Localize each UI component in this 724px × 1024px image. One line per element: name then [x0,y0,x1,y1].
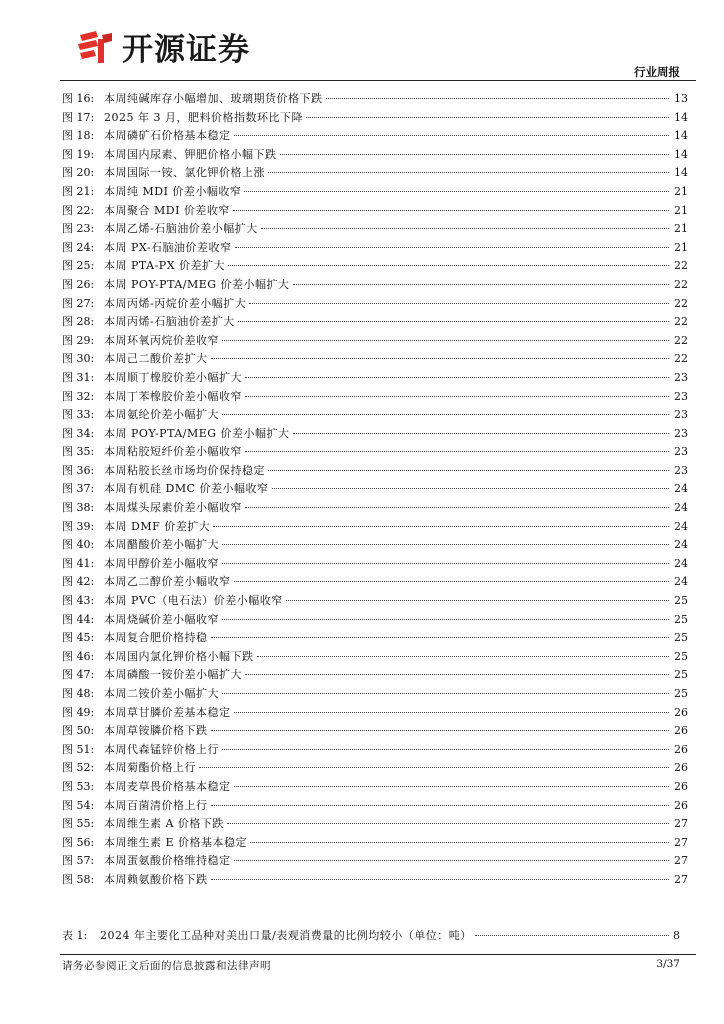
figure-list [62,90,688,890]
figure-toc-entry-page: 24 [674,501,688,515]
figure-toc-entry[interactable] [62,350,688,369]
figure-toc-entry-title: 本周蛋氨酸价格维持稳定 [104,854,231,868]
figure-toc-entry-title: 本周氨纶价差小幅扩大 [104,408,219,422]
figure-toc-entry-title: 本周国内尿素、钾肥价格小幅下跌 [104,147,277,161]
figure-toc-entry[interactable] [62,220,688,239]
figure-toc-entry-label: 图 42: [62,575,95,589]
figure-toc-entry-title: 本周乙烯-石脑油价差小幅扩大 [104,222,258,236]
figure-toc-entry-title: 本周煤头尿素价差小幅收窄 [104,501,242,515]
figure-toc-entry-title: 本周顺丁橡胶价差小幅扩大 [104,370,242,384]
figure-toc-entry[interactable] [62,90,688,109]
figure-toc-entry-page: 27 [674,835,688,849]
figure-toc-entry-title: 本周 PVC（电石法）价差小幅收窄 [104,594,283,608]
figure-toc-entry[interactable] [62,146,688,165]
figure-toc-entry[interactable] [62,332,688,351]
figure-toc-entry[interactable] [62,722,688,741]
leader-dots [211,805,670,806]
brand-name: 开源证券 [122,32,250,68]
figure-toc-entry-label: 图 51: [62,742,95,756]
header-rule [60,80,696,81]
figure-toc-entry[interactable] [62,425,688,444]
figure-toc-entry-label: 图 46: [62,649,95,663]
leader-dots [306,117,669,118]
figure-toc-entry-page: 21 [674,240,688,254]
figure-toc-entry-page: 25 [674,612,688,626]
leader-dots [261,228,669,229]
figure-toc-entry-label: 图 40: [62,538,95,552]
leader-dots [475,935,669,936]
figure-toc-entry-page: 25 [674,631,688,645]
figure-toc-entry[interactable] [62,648,688,667]
figure-toc-entry-page: 24 [674,575,688,589]
figure-toc-entry[interactable] [62,239,688,258]
leader-dots [293,433,669,434]
figure-toc-entry[interactable] [62,759,688,778]
figure-toc-entry[interactable] [62,109,688,128]
kaiyuan-logo-icon [76,29,116,65]
leader-dots [227,823,669,824]
figure-toc-entry[interactable] [62,797,688,816]
figure-toc-entry[interactable] [62,592,688,611]
figure-toc-entry-label: 图 47: [62,668,95,682]
figure-toc-entry-page: 22 [674,259,688,273]
figure-toc-entry-label: 图 54: [62,798,95,812]
figure-toc-entry-label: 图 28: [62,315,95,329]
figure-toc-entry-page: 27 [674,817,688,831]
figure-toc-entry-title: 本周维生素 E 价格基本稳定 [104,835,248,849]
figure-toc-entry[interactable] [62,704,688,723]
leader-dots [211,730,670,731]
figure-toc-entry-page: 22 [674,315,688,329]
figure-toc-entry-label: 图 22: [62,203,95,217]
figure-toc-entry-title: 本周己二酸价差扩大 [104,352,208,366]
figure-toc-entry-title: 本周丁苯橡胶价差小幅收窄 [104,389,242,403]
figure-toc-entry[interactable] [62,815,688,834]
figure-toc-entry-page: 14 [674,129,688,143]
table-toc-entry-page: 8 [673,929,680,942]
figure-toc-entry-label: 图 57: [62,854,95,868]
figure-toc-entry-label: 图 55: [62,817,95,831]
figure-toc-entry-label: 图 44: [62,612,95,626]
figure-toc-entry-label: 图 58: [62,872,95,886]
leader-dots [293,284,669,285]
figure-toc-entry-label: 图 16: [62,92,95,105]
leader-dots [286,600,669,601]
table-toc-entry[interactable] [62,927,680,946]
figure-toc-entry-title: 本周粘胶短纤价差小幅收窄 [104,445,242,459]
figure-toc-entry-page: 24 [674,482,688,496]
figure-toc-entry-page: 26 [674,761,688,775]
figure-toc-entry[interactable] [62,462,688,481]
leader-dots [272,488,670,489]
figure-toc-entry-title: 本周磷矿石价格基本稳定 [104,129,231,143]
figure-toc-entry-page: 26 [674,779,688,793]
figure-toc-entry[interactable] [62,443,688,462]
figure-toc-entry-label: 图 38: [62,501,95,515]
figure-toc-entry-page: 25 [674,649,688,663]
figure-toc-entry-title: 本周 PTA-PX 价差扩大 [104,259,226,273]
leader-dots [228,265,669,266]
leader-dots [222,544,669,545]
figure-toc-entry-label: 图 48: [62,687,95,700]
figure-toc-entry-page: 24 [674,519,688,533]
figure-toc-entry-title: 本周 DMF 价差扩大 [104,519,211,533]
table-list [62,927,680,946]
leader-dots [245,674,669,675]
figure-toc-entry-page: 26 [674,798,688,812]
figure-toc-entry-title: 本周环氧丙烷价差收窄 [104,333,219,347]
figure-toc-entry-label: 图 29: [62,333,95,347]
figure-toc-entry[interactable] [62,666,688,685]
figure-toc-entry[interactable] [62,741,688,760]
figure-toc-entry-page: 24 [674,538,688,552]
figure-toc-entry-page: 26 [674,742,688,756]
figure-toc-entry-page: 26 [674,705,688,719]
figure-toc-entry[interactable] [62,313,688,332]
figure-toc-entry-page: 23 [674,445,688,459]
leader-dots [257,656,670,657]
figure-toc-entry-label: 图 50: [62,724,95,738]
leader-dots [234,135,670,136]
figure-toc-entry-label: 图 26: [62,277,95,291]
figure-toc-entry-title: 本周磷酸一铵价差小幅扩大 [104,668,242,682]
figure-toc-entry[interactable] [62,852,688,871]
figure-toc-entry-label: 图 25: [62,259,95,273]
figure-toc-entry-page: 13 [674,92,688,105]
leader-dots [268,172,669,173]
leader-dots [222,693,669,694]
figure-toc-entry[interactable] [62,778,688,797]
leader-dots [222,749,669,750]
figure-toc-entry[interactable] [62,536,688,555]
figure-toc-entry-page: 21 [674,184,688,198]
figure-toc-entry-label: 图 24: [62,240,95,254]
report-type: 行业周报 [634,65,680,79]
figure-toc-entry-title: 本周甲醇价差小幅收窄 [104,556,219,570]
figure-toc-entry-title: 本周赖氨酸价格下跌 [104,872,208,886]
figure-toc-entry-title: 本周百菌清价格上行 [104,798,208,812]
figure-toc-entry[interactable] [62,164,688,183]
figure-toc-entry[interactable] [62,257,688,276]
figure-toc-entry-page: 14 [674,166,688,180]
figure-toc-entry-title: 本周丙烯-石脑油价差扩大 [104,315,235,329]
figure-toc-entry-page: 21 [674,222,688,236]
leader-dots [233,210,669,211]
leader-dots [213,526,669,527]
page-header [0,0,724,80]
figure-toc-entry-label: 图 21: [62,184,95,198]
figure-toc-entry[interactable] [62,573,688,592]
figure-toc-entry-label: 图 39: [62,519,95,533]
figure-toc-entry[interactable] [62,611,688,630]
figure-toc-entry-label: 图 56: [62,835,95,849]
figure-toc-entry[interactable] [62,202,688,221]
figure-toc-entry-title: 本周草甘膦价差基本稳定 [104,705,231,719]
figure-toc-entry-title: 本周丙烯-丙烷价差小幅扩大 [104,296,247,310]
figure-toc-entry-title: 本周烧碱价差小幅收窄 [104,612,219,626]
leader-dots [238,321,669,322]
figure-toc-entry-page: 25 [674,687,688,700]
figure-toc-entry-label: 图 41: [62,556,95,570]
figure-toc-entry-label: 图 34: [62,426,95,440]
footer-disclaimer: 请务必参阅正文后面的信息披露和法律声明 [62,960,271,972]
figure-toc-entry-page: 26 [674,724,688,738]
figure-toc-entry[interactable] [62,871,688,890]
brand-logo [76,24,250,69]
figure-toc-entry-title: 本周复合肥价格持稳 [104,631,208,645]
page-number: 3/37 [656,958,680,970]
figure-toc-entry-page: 27 [674,872,688,886]
figure-toc-entry[interactable] [62,685,688,704]
figure-toc-entry-page: 22 [674,333,688,347]
figure-toc-entry-title: 本周 POY-PTA/MEG 价差小幅扩大 [104,277,290,291]
figure-toc-entry-title: 本周麦草畏价格基本稳定 [104,779,231,793]
leader-dots [245,451,669,452]
figure-toc-entry-page: 21 [674,203,688,217]
footer-rule [60,954,696,955]
figure-toc-entry-label: 图 30: [62,352,95,366]
figure-toc-entry-label: 图 23: [62,222,95,236]
figure-toc-entry-page: 22 [674,277,688,291]
figure-toc-entry-label: 图 31: [62,370,95,384]
figure-toc-entry[interactable] [62,629,688,648]
figure-toc-entry-label: 图 32: [62,389,95,403]
figure-toc-entry-page: 14 [674,110,688,124]
leader-dots [326,98,670,99]
figure-toc-entry-title: 本周纯 MDI 价差小幅收窄 [104,184,242,198]
figure-toc-entry-label: 图 52: [62,761,95,775]
leader-dots [245,396,669,397]
leader-dots [249,303,669,304]
leader-dots [199,767,669,768]
figure-toc-entry-title: 本周醋酸价差小幅扩大 [104,538,219,552]
figure-toc-entry-page: 24 [674,556,688,570]
figure-toc-entry-page: 23 [674,463,688,477]
figure-toc-entry-label: 图 17: [62,110,95,124]
figure-toc-entry[interactable] [62,276,688,295]
leader-dots [245,377,669,378]
leader-dots [245,507,669,508]
leader-dots [250,842,669,843]
figure-toc-entry-label: 图 45: [62,631,95,645]
figure-toc-entry-page: 22 [674,352,688,366]
leader-dots [244,191,669,192]
figure-toc-entry-title: 本周有机硅 DMC 价差小幅收窄 [104,482,269,496]
leader-dots [222,619,669,620]
figure-toc-entry-label: 图 43: [62,594,95,608]
leader-dots [235,247,669,248]
figure-toc-entry-title: 本周 PX-石脑油价差收窄 [104,240,232,254]
figure-toc-entry[interactable] [62,127,688,146]
figure-toc-entry-label: 图 27: [62,296,95,310]
leader-dots [222,414,669,415]
leader-dots [234,860,670,861]
figure-toc-entry[interactable] [62,555,688,574]
figure-toc-entry[interactable] [62,406,688,425]
figure-toc-entry-page: 23 [674,408,688,422]
figure-toc-entry-label: 图 36: [62,463,95,477]
figure-toc-entry-title: 本周粘胶长丝市场均价保持稳定 [104,463,265,477]
leader-dots [234,581,670,582]
leader-dots [211,358,670,359]
figure-toc-entry-label: 图 53: [62,779,95,793]
leader-dots [222,563,669,564]
figure-toc-entry-title: 本周代森锰锌价格上行 [104,742,219,756]
leader-dots [211,637,670,638]
figure-toc-entry-title: 本周国际一铵、氯化钾价格上涨 [104,166,265,180]
figure-toc-entry-title: 2025 年 3 月，肥料价格指数环比下降 [104,110,303,124]
figure-toc-entry-label: 图 20: [62,166,95,180]
leader-dots [234,786,670,787]
figure-toc-entry-page: 23 [674,389,688,403]
figure-toc-entry-title: 本周 POY-PTA/MEG 价差小幅扩大 [104,426,290,440]
figure-toc-entry-title: 本周草铵膦价格下跌 [104,724,208,738]
figure-toc-entry-page: 14 [674,147,688,161]
figure-toc-entry-label: 图 37: [62,482,95,496]
figure-toc-entry-page: 25 [674,668,688,682]
leader-dots [280,154,670,155]
figure-toc-entry-title: 本周二铵价差小幅扩大 [104,687,219,700]
figure-toc-entry[interactable] [62,518,688,537]
figure-toc-entry-label: 图 18: [62,129,95,143]
figure-toc-entry-page: 25 [674,594,688,608]
leader-dots [268,470,669,471]
figure-toc-entry-label: 图 19: [62,147,95,161]
figure-toc-entry[interactable] [62,499,688,518]
figure-toc-entry[interactable] [62,480,688,499]
table-toc-entry-title: 2024 年主要化工品种对美出口量/表观消费量的比例均较小（单位：吨） [100,929,472,942]
figure-toc-entry-title: 本周纯碱库存小幅增加、玻璃期货价格下跌 [104,92,323,105]
figure-toc-entry[interactable] [62,295,688,314]
figure-toc-entry-title: 本周聚合 MDI 价差收窄 [104,203,230,217]
figure-toc-entry-title: 本周国内氯化钾价格小幅下跌 [104,649,254,663]
figure-toc-entry-label: 图 33: [62,408,95,422]
leader-dots [211,879,670,880]
leader-dots [234,712,670,713]
table-toc-entry-label: 表 1: [62,929,88,942]
figure-toc-entry-label: 图 35: [62,445,95,459]
figure-toc-entry[interactable] [62,834,688,853]
figure-toc-entry-page: 23 [674,426,688,440]
figure-toc-entry-page: 27 [674,854,688,868]
figure-toc-entry-title: 本周菊酯价格上行 [104,761,196,775]
figure-toc-entry-label: 图 49: [62,705,95,719]
figure-toc-entry-page: 22 [674,296,688,310]
leader-dots [222,340,669,341]
figure-toc-entry-title: 本周乙二醇价差小幅收窄 [104,575,231,589]
figure-toc-entry[interactable] [62,388,688,407]
figure-toc-entry-page: 23 [674,370,688,384]
figure-toc-entry-title: 本周维生素 A 价格下跌 [104,817,224,831]
figure-toc-entry[interactable] [62,183,688,202]
figure-toc-entry[interactable] [62,369,688,388]
